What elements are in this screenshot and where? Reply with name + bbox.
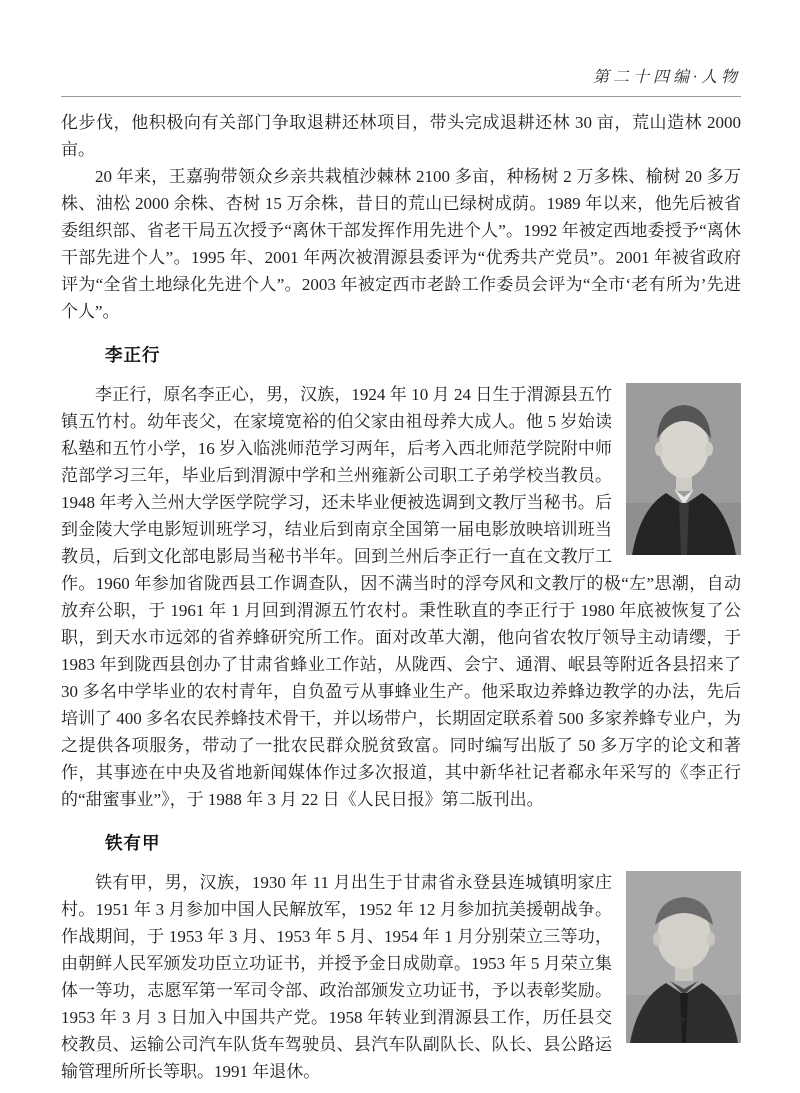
running-header [61, 64, 741, 97]
biography-section-li-zhengxing [61, 342, 741, 813]
page-content [61, 64, 741, 1085]
biography-section-tie-youjia [61, 830, 741, 1085]
running-header-text: 第二十四编·人物 [592, 69, 741, 86]
paragraph-wang-jiaju: 20 年来，王嘉驹带领众乡亲共栽植沙棘林 2100 多亩，种杨树 2 万多株、榆树 20 多万株、油松 2000 余株、杏树 15 万余株，昔日的荒山已绿树成荫。1989 年以来，他先后被省委组织部、省老干局五次授予“离休干部发挥作用先进个人”。1992 年被定西地委授予“离休干部先进个人”。1995 年、2001 年两次被渭源县委评为“优秀共产党员”。2001 年被省政府评为“全省土地绿化先进个人”。2003 年被定西市老龄工作委员会评为“全市‘老有所为’先进个人”。 [61, 167, 741, 321]
bio-text-li-zhengxing: 李正行，原名李正心，男，汉族，1924 年 10 月 24 日生于渭源县五竹镇五竹村。幼年丧父，在家境宽裕的伯父家由祖母养大成人。他 5 岁始读私塾和五竹小学，16 岁入临洮师范学习两年，后考入西北师范学院附中师范部学习三年，毕业后到渭源中学和兰州雍新公司职工子弟学校当教员。1948 年考入兰州大学医学院学习，还未毕业便被选调到文教厅当秘书。后到金陵大学电影短训班学习，结业后到南京全国第一届电影放映培训班当教员，后到文化部电影局当秘书半年。回到兰州后李正行一直在文教厅工作。1960 年参加省陇西县工作调查队，因不满当时的浮夸风和文教厅的极“左”思潮，自动放弃公职，于 1961 年 1 月回到渭源五竹农村。秉性耿直的李正行于 1980 年底被恢复了公职，到天水市远郊的省养蜂研究所工作。面对改革大潮，他向省农牧厅领导主动请缨，于 1983 年到陇西县创办了甘肃省蜂业工作站，从陇西、会宁、通渭、岷县等附近各县招来了 30 多名中学毕业的农村青年，自负盈亏从事蜂业生产。他采取边养蜂边教学的办法，先后培训了 400 多名农民养蜂技术骨干，并以场带户，长期固定联系着 500 多家养蜂专业户，为之提供各项服务，带动了一批农民群众脱贫致富。同时编写出版了 50 多万字的论文和著作，其事迹在中央及省地新闻媒体作过多次报道，其中新华社记者郗永年采写的《李正行的“甜蜜事业”》，于 1988 年 3 月 22 日《人民日报》第二版刊出。 [61, 385, 741, 809]
bio-heading-li-zhengxing: 李正行 [105, 345, 161, 365]
bio-heading-tie-youjia: 铁有甲 [105, 833, 161, 853]
bio-body-tie-youjia [61, 869, 741, 1085]
page-number: – 697 – [642, 1016, 703, 1033]
body-text [61, 109, 741, 1085]
portrait-photo-li-zhengxing [626, 383, 741, 555]
portrait-illustration-li-zhengxing [626, 383, 741, 555]
bio-text-tie-youjia: 铁有甲，男，汉族，1930 年 11 月出生于甘肃省永登县连城镇明家庄村。1951 年 3 月参加中国人民解放军，1952 年 12 月参加抗美援朝战争。作战期间，于 1953 年 3 月、1953 年 5 月、1954 年 1 月分别荣立三等功，由朝鲜人民军颁发功臣立功证书，并授予金日成勋章。1953 年 5 月荣立集体一等功，志愿军第一军司令部、政治部颁发立功证书，予以表彰奖励。1953 年 3 月 3 日加入中国共产党。1958 年转业到渭源县工作，历任县交校教员、运输公司汽车队货车驾驶员、县汽车队副队长、队长、县公路运输管理所所长等职。1991 年退休。 [61, 873, 612, 1081]
paragraph-continuation: 化步伐，他积极向有关部门争取退耕还林项目，带头完成退耕还林 30 亩，荒山造林 2000 亩。 [61, 113, 741, 159]
bio-body-li-zhengxing [61, 381, 741, 813]
